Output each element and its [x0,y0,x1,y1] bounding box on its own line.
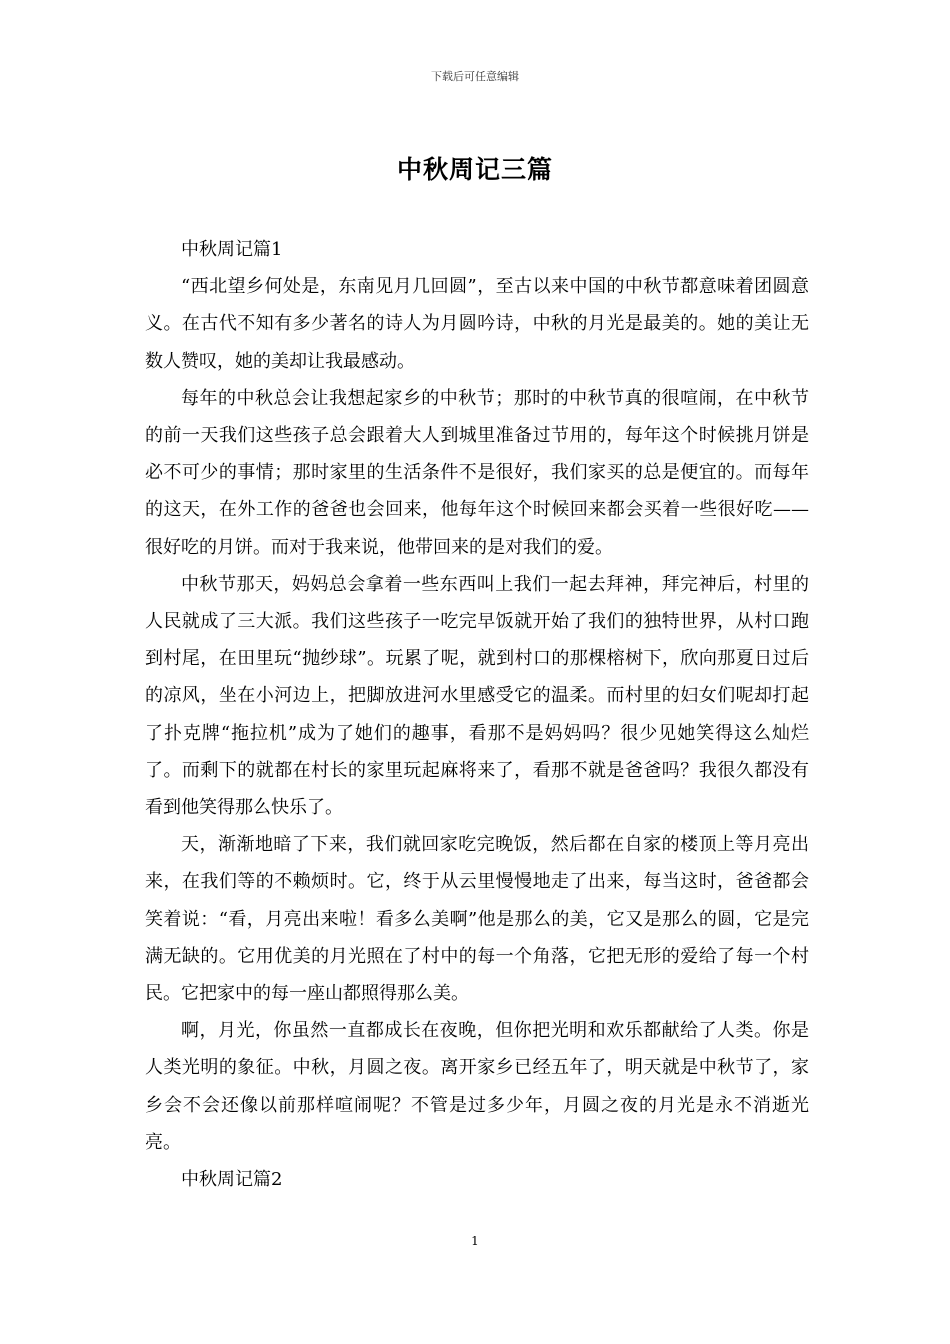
paragraph-3: 中秋节那天，妈妈总会拿着一些东西叫上我们一起去拜神，拜完神后，村里的人民就成了三大派。我们这些孩子一吃完早饭就开始了我们的独特世界，从村口跑到村尾，在田里玩“抛纱球”。玩累了呢，就到村口的那棵榕树下，欣向那夏日过后的凉风，坐在小河边上，把脚放进河水里感受它的温柔。而村里的妇女们呢却打起了扑克牌“拖拉机”成为了她们的趣事，看那不是妈妈吗？很少见她笑得这么灿烂了。而剩下的就都在村长的家里玩起麻将来了，看那不就是爸爸吗？我很久都没有看到他笑得那么快乐了。 [145,573,809,819]
page-number: 1 [471,1234,479,1248]
paragraph-1: “西北望乡何处是，东南见月几回圆”，至古以来中国的中秋节都意味着团圆意义。在古代不知有多少著名的诗人为月圆吟诗，中秋的月光是最美的。她的美让无数人赞叹，她的美却让我最感动。 [145,276,809,372]
header-note: 下载后可任意编辑 [431,70,519,83]
paragraph-4: 天，渐渐地暗了下来，我们就回家吃完晚饭，然后都在自家的楼顶上等月亮出来，在我们等的不赖烦时。它，终于从云里慢慢地走了出来，每当这时，爸爸都会笑着说：“看，月亮出来啦！看多么美啊”他是那么的美，它又是那么的圆，它是完满无缺的。它用优美的月光照在了村中的每一个角落，它把无形的爱给了每一个村民。它把家中的每一座山都照得那么美。 [145,834,809,1005]
section-heading-2: 中秋周记篇2 [181,1169,283,1191]
paragraph-2: 每年的中秋总会让我想起家乡的中秋节；那时的中秋节真的很喧闹，在中秋节的前一天我们这些孩子总会跟着大人到城里准备过节用的，每年这个时候挑月饼是必不可少的事情；那时家里的生活条件不是很好，我们家买的总是便宜的。而每年的这天，在外工作的爸爸也会回来，他每年这个时候回来都会买着一些很好吃——很好吃的月饼。而对于我来说，他带回来的是对我们的爱。 [145,387,809,558]
document-title: 中秋周记三篇 [396,155,553,184]
section-heading-1: 中秋周记篇1 [181,239,283,260]
paragraph-5: 啊，月光，你虽然一直都成长在夜晚，但你把光明和欢乐都献给了人类。你是人类光明的象征。中秋，月圆之夜。离开家乡已经五年了，明天就是中秋节了，家乡会不会还像以前那样喧闹呢？不管是过多少年，月圆之夜的月光是永不消逝光亮。 [145,1020,809,1153]
document-body [145,231,809,1198]
